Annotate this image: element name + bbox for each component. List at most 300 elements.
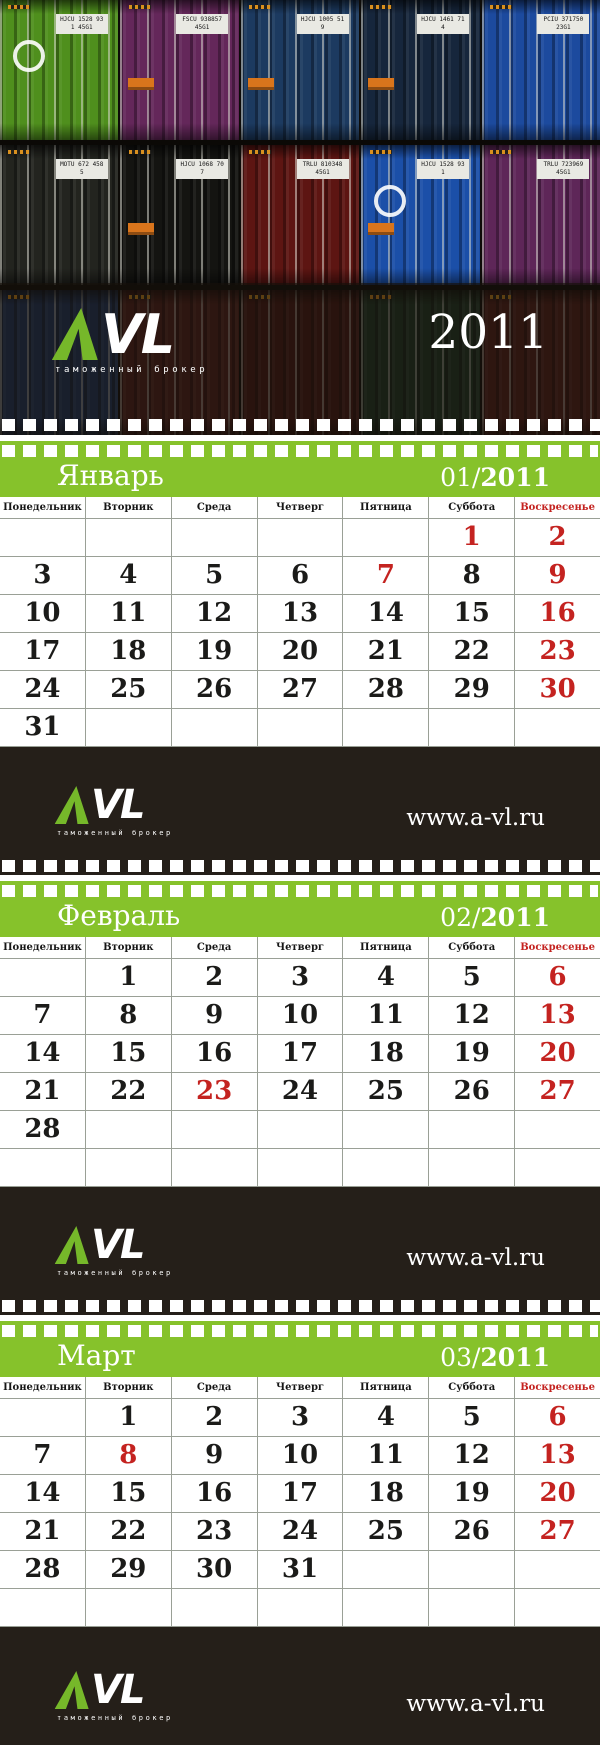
month-header bbox=[0, 1321, 600, 1377]
date-cell bbox=[515, 1475, 600, 1512]
date-cell bbox=[515, 1149, 600, 1186]
date-number: 8 bbox=[119, 1440, 138, 1470]
date-number: 16 bbox=[539, 598, 576, 628]
date-number: 8 bbox=[119, 1000, 138, 1030]
date-number: 9 bbox=[205, 1440, 224, 1470]
weekday-row bbox=[0, 497, 600, 518]
date-cell bbox=[515, 671, 600, 708]
date-cell bbox=[343, 671, 429, 708]
date-cell bbox=[343, 595, 429, 632]
website-url: www.a-vl.ru bbox=[406, 1245, 545, 1271]
date-number: 28 bbox=[24, 1554, 61, 1584]
date-cell bbox=[343, 1551, 429, 1588]
weekday-label: Четверг bbox=[258, 497, 344, 518]
website-url: www.a-vl.ru bbox=[406, 805, 545, 831]
date-cell bbox=[429, 1589, 515, 1626]
month-header bbox=[0, 441, 600, 497]
weekday-label: Понедельник bbox=[0, 497, 86, 518]
date-cell bbox=[343, 1589, 429, 1626]
year-label: 2011 bbox=[428, 305, 548, 360]
weekday-label: Вторник bbox=[86, 497, 172, 518]
date-cell bbox=[0, 595, 86, 632]
week-row bbox=[0, 1148, 600, 1186]
date-number: 1 bbox=[119, 962, 138, 992]
date-cell bbox=[0, 633, 86, 670]
date-cell bbox=[343, 1399, 429, 1436]
date-number: 18 bbox=[367, 1478, 404, 1508]
date-cell bbox=[86, 1475, 172, 1512]
door-ring-emblem-icon bbox=[374, 185, 406, 217]
date-cell bbox=[0, 1589, 86, 1626]
footer-bar bbox=[0, 1187, 600, 1315]
date-cell bbox=[86, 1035, 172, 1072]
date-cell bbox=[0, 1111, 86, 1148]
logo-letter-a-icon bbox=[55, 1671, 94, 1709]
date-number: 26 bbox=[196, 674, 233, 704]
footer-bar bbox=[0, 747, 600, 875]
date-cell bbox=[258, 595, 344, 632]
date-number: 5 bbox=[462, 962, 481, 992]
date-cell bbox=[258, 557, 344, 594]
date-number: 27 bbox=[281, 674, 319, 704]
week-row bbox=[0, 670, 600, 708]
date-cell bbox=[515, 1111, 600, 1148]
date-cell bbox=[172, 1551, 258, 1588]
container-code-label: MOTU 672 458 5 bbox=[56, 159, 108, 179]
date-cell bbox=[515, 1437, 600, 1474]
date-number: 18 bbox=[367, 1038, 404, 1068]
avl-letters bbox=[55, 303, 208, 367]
date-number: 11 bbox=[367, 1000, 404, 1030]
hazard-badge-icon bbox=[248, 78, 274, 90]
container-code-label: PCIU 371750 23G1 bbox=[537, 14, 589, 34]
date-cell bbox=[0, 1437, 86, 1474]
date-cell bbox=[172, 1111, 258, 1148]
date-cell bbox=[343, 1111, 429, 1148]
date-cell bbox=[86, 1589, 172, 1626]
filmstrip-perforation bbox=[2, 860, 600, 872]
shipping-container bbox=[120, 145, 238, 285]
date-cell bbox=[86, 595, 172, 632]
date-cell bbox=[515, 709, 600, 746]
date-number: 5 bbox=[205, 560, 224, 590]
hazard-badge-icon bbox=[368, 223, 394, 235]
date-cell bbox=[429, 1437, 515, 1474]
date-cell bbox=[0, 671, 86, 708]
date-number: 4 bbox=[119, 560, 138, 590]
date-cell bbox=[429, 1111, 515, 1148]
weekday-label: Суббота bbox=[429, 1377, 515, 1398]
month-number-year: 2011 bbox=[480, 463, 550, 492]
avl-logo bbox=[57, 1667, 173, 1722]
date-number: 13 bbox=[539, 1440, 576, 1470]
weekday-label: Среда bbox=[172, 1377, 258, 1398]
date-number: 15 bbox=[110, 1038, 147, 1068]
date-cell bbox=[172, 997, 258, 1034]
weekday-label: Четверг bbox=[258, 1377, 344, 1398]
date-cell bbox=[429, 1149, 515, 1186]
date-number: 26 bbox=[453, 1516, 490, 1546]
date-cell bbox=[429, 557, 515, 594]
website-url: www.a-vl.ru bbox=[406, 1690, 545, 1717]
date-number: 12 bbox=[196, 598, 233, 628]
logo-letters-vl: VL bbox=[101, 303, 174, 367]
shipping-container bbox=[241, 145, 359, 285]
month-number bbox=[440, 905, 550, 930]
week-row bbox=[0, 594, 600, 632]
logo-letter-a-icon bbox=[52, 308, 104, 360]
date-cell bbox=[0, 1475, 86, 1512]
weekday-row bbox=[0, 1377, 600, 1398]
date-number: 10 bbox=[24, 598, 61, 628]
week-row bbox=[0, 1550, 600, 1588]
date-cell bbox=[258, 1149, 344, 1186]
date-cell bbox=[86, 519, 172, 556]
date-number: 23 bbox=[539, 636, 576, 666]
date-number: 17 bbox=[281, 1038, 319, 1068]
date-cell bbox=[0, 557, 86, 594]
date-number: 2 bbox=[548, 522, 567, 552]
date-number: 6 bbox=[290, 560, 310, 590]
container-row bbox=[0, 0, 600, 145]
date-number: 6 bbox=[548, 962, 567, 992]
date-number: 15 bbox=[453, 598, 490, 628]
container-code-label: HJCU 1528 93 1 45G1 bbox=[56, 14, 108, 34]
date-cell bbox=[86, 1073, 172, 1110]
date-number: 24 bbox=[24, 674, 61, 704]
filmstrip-perforation bbox=[2, 885, 598, 897]
date-number: 17 bbox=[281, 1478, 319, 1508]
date-cell bbox=[172, 557, 258, 594]
weekday-label: Воскресенье bbox=[520, 502, 595, 513]
hazard-badge-icon bbox=[128, 78, 154, 90]
date-cell bbox=[86, 1437, 172, 1474]
weekday-label: Понедельник bbox=[0, 1377, 86, 1398]
shipping-container bbox=[482, 145, 600, 285]
calendar-grid bbox=[0, 1377, 600, 1627]
date-number: 12 bbox=[453, 1440, 490, 1470]
weekday-label: Понедельник bbox=[0, 937, 86, 958]
date-number: 28 bbox=[24, 1114, 61, 1144]
brand-tagline: таможенный брокер bbox=[57, 1714, 173, 1722]
header-photo bbox=[0, 0, 600, 435]
date-cell bbox=[86, 1551, 172, 1588]
avl-logo bbox=[57, 1221, 173, 1277]
date-cell bbox=[429, 1035, 515, 1072]
weekday-label: Воскресенье bbox=[520, 1382, 595, 1393]
date-cell bbox=[258, 1035, 344, 1072]
date-cell bbox=[429, 633, 515, 670]
shipping-container bbox=[0, 0, 118, 140]
date-cell bbox=[0, 519, 86, 556]
month-title-row bbox=[0, 457, 600, 497]
month-number-prefix: 01/ bbox=[440, 463, 481, 492]
date-cell bbox=[258, 709, 344, 746]
logo-letters-vl: VL bbox=[91, 1667, 144, 1714]
logo-letters-vl: VL bbox=[91, 1221, 144, 1268]
weekday-label: Воскресенье bbox=[520, 942, 595, 953]
avl-letters bbox=[57, 1667, 173, 1714]
date-cell bbox=[515, 959, 600, 996]
date-cell bbox=[429, 959, 515, 996]
date-number: 21 bbox=[24, 1076, 61, 1106]
weekday-label: Пятница bbox=[343, 937, 429, 958]
date-number: 26 bbox=[453, 1076, 490, 1106]
date-number: 12 bbox=[453, 1000, 490, 1030]
week-row bbox=[0, 1398, 600, 1436]
month-title-row bbox=[0, 897, 600, 937]
date-cell bbox=[258, 671, 344, 708]
month-number-prefix: 02/ bbox=[440, 903, 481, 932]
filmstrip-perforation bbox=[2, 1300, 600, 1312]
week-row bbox=[0, 632, 600, 670]
week-row bbox=[0, 1474, 600, 1512]
container-code-label: TRLU 810348 45G1 bbox=[297, 159, 349, 179]
weekday-label: Суббота bbox=[429, 497, 515, 518]
date-number: 29 bbox=[453, 674, 490, 704]
date-cell bbox=[0, 1551, 86, 1588]
date-number: 25 bbox=[367, 1076, 404, 1106]
date-number: 31 bbox=[24, 712, 61, 742]
date-number: 30 bbox=[539, 674, 576, 704]
week-row bbox=[0, 556, 600, 594]
date-cell bbox=[172, 1399, 258, 1436]
date-cell bbox=[0, 709, 86, 746]
date-cell bbox=[172, 1475, 258, 1512]
date-cell bbox=[86, 1149, 172, 1186]
week-row bbox=[0, 1072, 600, 1110]
date-cell bbox=[429, 671, 515, 708]
date-cell bbox=[343, 1513, 429, 1550]
calendar-grid bbox=[0, 937, 600, 1187]
date-cell bbox=[343, 1149, 429, 1186]
date-cell bbox=[515, 1589, 600, 1626]
date-number: 21 bbox=[367, 636, 404, 666]
date-cell bbox=[86, 633, 172, 670]
brand-logo-area bbox=[55, 303, 209, 375]
month-name: Февраль bbox=[57, 899, 181, 932]
shipping-container bbox=[120, 0, 238, 140]
weekday-label: Пятница bbox=[343, 497, 429, 518]
date-cell bbox=[343, 959, 429, 996]
week-row bbox=[0, 708, 600, 746]
date-cell bbox=[515, 1551, 600, 1588]
date-cell bbox=[258, 1513, 344, 1550]
date-number: 22 bbox=[110, 1076, 147, 1106]
date-number: 23 bbox=[196, 1076, 233, 1106]
date-number: 21 bbox=[24, 1516, 61, 1546]
month-number-year: 2011 bbox=[480, 1343, 550, 1372]
month-section bbox=[0, 441, 600, 881]
date-cell bbox=[429, 1399, 515, 1436]
footer-bar bbox=[0, 1627, 600, 1745]
date-number: 19 bbox=[196, 636, 233, 666]
date-number: 30 bbox=[196, 1554, 233, 1584]
date-number: 11 bbox=[367, 1440, 404, 1470]
date-cell bbox=[343, 1475, 429, 1512]
week-row bbox=[0, 1588, 600, 1626]
date-cell bbox=[343, 557, 429, 594]
date-number: 3 bbox=[290, 1402, 310, 1432]
container-code-label: HJCU 1528 93 1 bbox=[417, 159, 469, 179]
month-section bbox=[0, 881, 600, 1321]
date-cell bbox=[172, 1035, 258, 1072]
date-cell bbox=[258, 633, 344, 670]
date-cell bbox=[515, 1513, 600, 1550]
date-cell bbox=[258, 1437, 344, 1474]
weekday-label: Четверг bbox=[258, 937, 344, 958]
date-cell bbox=[172, 709, 258, 746]
week-row bbox=[0, 1034, 600, 1072]
date-cell bbox=[258, 1111, 344, 1148]
date-cell bbox=[172, 595, 258, 632]
date-cell bbox=[343, 997, 429, 1034]
date-number: 10 bbox=[281, 1440, 319, 1470]
date-number: 13 bbox=[539, 1000, 576, 1030]
date-cell bbox=[86, 1513, 172, 1550]
date-number: 6 bbox=[548, 1402, 567, 1432]
date-number: 14 bbox=[24, 1038, 61, 1068]
shipping-container bbox=[361, 0, 479, 140]
date-number: 24 bbox=[281, 1516, 319, 1546]
brand-tagline: таможенный брокер bbox=[55, 365, 209, 375]
date-cell bbox=[86, 997, 172, 1034]
date-cell bbox=[172, 1149, 258, 1186]
filmstrip-perforation bbox=[2, 1325, 598, 1337]
weekday-label: Пятница bbox=[343, 1377, 429, 1398]
date-cell bbox=[0, 1399, 86, 1436]
weekday-row bbox=[0, 937, 600, 958]
brand-tagline: таможенный брокер bbox=[57, 828, 173, 837]
date-number: 7 bbox=[376, 560, 395, 590]
date-cell bbox=[172, 633, 258, 670]
weekday-label: Среда bbox=[172, 497, 258, 518]
shipping-container bbox=[0, 145, 118, 285]
month-section bbox=[0, 1321, 600, 1745]
avl-letters bbox=[57, 1221, 173, 1268]
date-number: 2 bbox=[205, 962, 224, 992]
date-cell bbox=[515, 633, 600, 670]
shipping-container bbox=[361, 145, 479, 285]
date-cell bbox=[429, 1551, 515, 1588]
date-number: 20 bbox=[539, 1478, 576, 1508]
date-cell bbox=[0, 1073, 86, 1110]
date-number: 4 bbox=[376, 1402, 395, 1432]
avl-logo bbox=[57, 781, 173, 837]
date-cell bbox=[343, 1073, 429, 1110]
date-number: 19 bbox=[453, 1038, 490, 1068]
date-number: 16 bbox=[196, 1478, 233, 1508]
date-cell bbox=[86, 959, 172, 996]
date-cell bbox=[172, 1513, 258, 1550]
date-number: 3 bbox=[290, 962, 310, 992]
month-title-row bbox=[0, 1337, 600, 1377]
weekday-label: Среда bbox=[172, 937, 258, 958]
date-number: 14 bbox=[24, 1478, 61, 1508]
date-cell bbox=[343, 519, 429, 556]
date-cell bbox=[429, 997, 515, 1034]
date-number: 5 bbox=[462, 1402, 481, 1432]
date-cell bbox=[258, 1399, 344, 1436]
date-number: 23 bbox=[196, 1516, 233, 1546]
date-cell bbox=[515, 1073, 600, 1110]
date-cell bbox=[515, 557, 600, 594]
logo-letter-a-icon bbox=[55, 786, 94, 824]
container-code-label: FSCU 938857 45G1 bbox=[176, 14, 228, 34]
date-cell bbox=[86, 709, 172, 746]
week-row bbox=[0, 996, 600, 1034]
date-number: 1 bbox=[462, 522, 481, 552]
calendar-grid bbox=[0, 497, 600, 747]
date-cell bbox=[343, 1437, 429, 1474]
logo-letters-vl: VL bbox=[91, 781, 144, 828]
date-cell bbox=[515, 519, 600, 556]
date-number: 17 bbox=[24, 636, 61, 666]
date-cell bbox=[172, 1073, 258, 1110]
date-cell bbox=[258, 997, 344, 1034]
avl-letters bbox=[57, 781, 173, 828]
date-cell bbox=[258, 1551, 344, 1588]
date-cell bbox=[172, 1437, 258, 1474]
date-number: 25 bbox=[110, 674, 147, 704]
month-name: Январь bbox=[57, 459, 164, 492]
date-cell bbox=[515, 595, 600, 632]
month-number-year: 2011 bbox=[480, 903, 550, 932]
date-cell bbox=[172, 519, 258, 556]
date-cell bbox=[429, 595, 515, 632]
date-cell bbox=[515, 997, 600, 1034]
week-row bbox=[0, 1110, 600, 1148]
date-number: 4 bbox=[376, 962, 395, 992]
month-header bbox=[0, 881, 600, 937]
brand-tagline: таможенный брокер bbox=[57, 1268, 173, 1277]
date-cell bbox=[429, 709, 515, 746]
date-number: 15 bbox=[110, 1478, 147, 1508]
month-number bbox=[440, 465, 550, 490]
date-cell bbox=[86, 671, 172, 708]
date-number: 22 bbox=[110, 1516, 147, 1546]
date-number: 31 bbox=[281, 1554, 319, 1584]
date-number: 11 bbox=[110, 598, 147, 628]
avl-logo bbox=[55, 303, 209, 375]
date-number: 29 bbox=[110, 1554, 147, 1584]
date-cell bbox=[343, 1035, 429, 1072]
date-number: 27 bbox=[539, 1516, 576, 1546]
date-cell bbox=[258, 1073, 344, 1110]
date-cell bbox=[172, 671, 258, 708]
date-cell bbox=[429, 1475, 515, 1512]
date-cell bbox=[86, 1111, 172, 1148]
date-cell bbox=[172, 1589, 258, 1626]
date-number: 14 bbox=[367, 598, 404, 628]
date-number: 24 bbox=[281, 1076, 319, 1106]
date-number: 7 bbox=[33, 1000, 52, 1030]
months-container bbox=[0, 441, 600, 1745]
date-cell bbox=[0, 959, 86, 996]
date-cell bbox=[343, 709, 429, 746]
date-cell bbox=[0, 1149, 86, 1186]
filmstrip-perforation bbox=[2, 419, 600, 431]
date-cell bbox=[86, 1399, 172, 1436]
date-cell bbox=[0, 997, 86, 1034]
date-number: 9 bbox=[205, 1000, 224, 1030]
date-number: 28 bbox=[367, 674, 404, 704]
date-cell bbox=[429, 1513, 515, 1550]
date-cell bbox=[258, 959, 344, 996]
week-row bbox=[0, 1512, 600, 1550]
logo-letter-a-icon bbox=[55, 1226, 94, 1264]
date-cell bbox=[86, 557, 172, 594]
